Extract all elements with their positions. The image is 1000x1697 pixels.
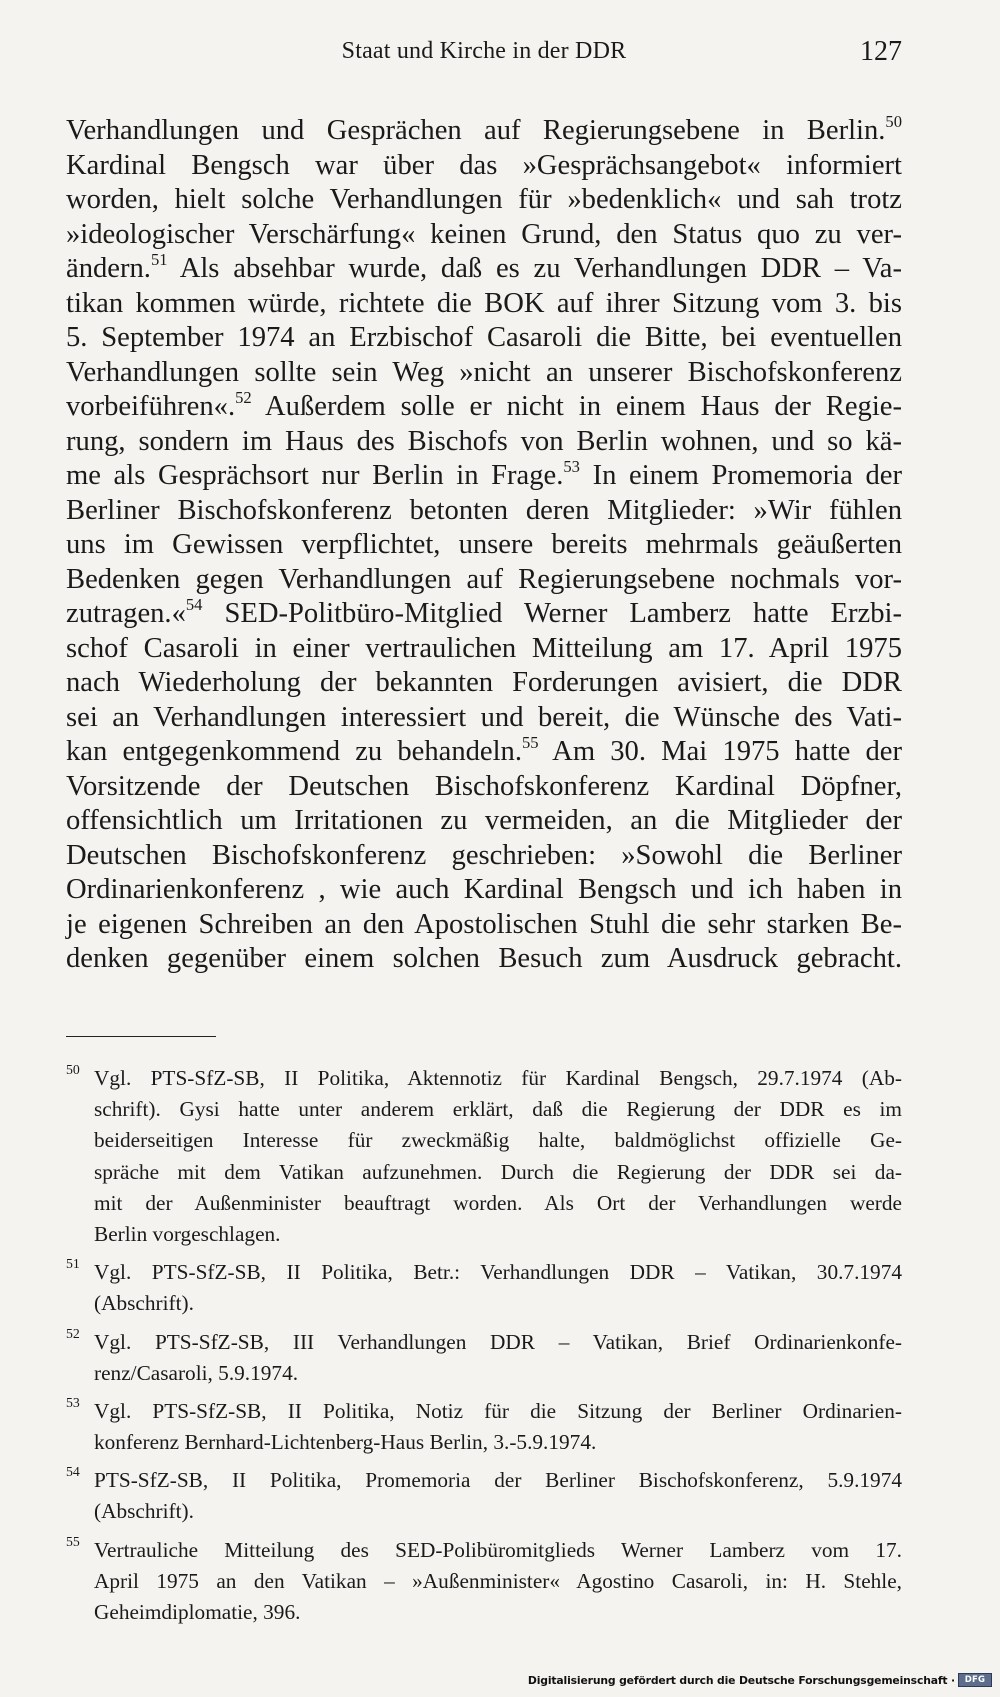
text-line bbox=[66, 459, 902, 494]
digitization-credit bbox=[528, 1671, 992, 1689]
text-line: uns im Gewissen verpflichtet, unsere bereits mehrmals geäußerten bbox=[66, 529, 902, 560]
text-line: 5. September 1974 an Erzbischof Casaroli die Bitte, bei eventuellen bbox=[66, 322, 902, 353]
text-segment: Am 30. Mai 1975 hatte der bbox=[538, 736, 903, 767]
footnote-reference-53: 53 bbox=[563, 457, 580, 477]
footnote-line: mit der Außenminister beauftragt worden. Als Ort der Verhandlungen werde bbox=[94, 1190, 902, 1215]
text-line bbox=[66, 735, 902, 770]
text-line: Kardinal Bengsch war über das »Gesprächsangebot« informiert bbox=[66, 149, 902, 181]
footnote-line: schrift). Gysi hatte unter anderem erklärt, daß die Regierung der DDR es im bbox=[94, 1097, 902, 1122]
text-line: nach Wiederholung der bekannten Forderungen avisiert, die DDR bbox=[66, 667, 902, 698]
text-line: worden, hielt solche Verhandlungen für »bedenklich« und sah trotz bbox=[66, 184, 902, 215]
footnote-reference-52: 52 bbox=[235, 388, 252, 408]
running-title: Staat und Kirche in der DDR bbox=[341, 38, 627, 64]
footnote-line: Vgl. PTS-SfZ-SB, II Politika, Notiz für die Sitzung der Berliner Ordinarien- bbox=[94, 1398, 902, 1423]
main-text bbox=[66, 114, 902, 977]
footnote-53 bbox=[66, 1396, 902, 1458]
footnote-50 bbox=[66, 1063, 902, 1250]
footnote-line: Geheimdiplomatie, 396. bbox=[94, 1600, 301, 1624]
credit-text: Digitalisierung gefördert durch die Deutsche Forschungsgemeinschaft · bbox=[527, 1673, 955, 1687]
text-line bbox=[66, 390, 902, 425]
text-line: Bedenken gegen Verhandlungen auf Regierungsebene nochmals vor- bbox=[66, 563, 902, 595]
page-number: 127 bbox=[860, 36, 902, 67]
footnote-line: Berlin vorgeschlagen. bbox=[94, 1221, 281, 1246]
text-segment: kan entgegenkommend zu behandeln. bbox=[66, 736, 523, 767]
text-segment: ändern. bbox=[66, 253, 151, 284]
text-line: Vorsitzende der Deutschen Bischofskonferenz Kardinal Döpfner, bbox=[66, 770, 902, 802]
footnote-line: konferenz Bernhard-Lichtenberg-Haus Berlin, 3.-5.9.1974. bbox=[94, 1430, 597, 1455]
footnote-line: renz/Casaroli, 5.9.1974. bbox=[94, 1360, 299, 1385]
footnote-line: Vgl. PTS-SfZ-SB, III Verhandlungen DDR – Vatikan, Brief Ordinarienkonfe- bbox=[94, 1329, 902, 1354]
footnote-number: 51 bbox=[66, 1256, 80, 1272]
footnote-line: April 1975 an den Vatikan – »Außenminister« Agostino Casaroli, in: H. Stehle, bbox=[94, 1568, 902, 1593]
text-segment: zutragen.« bbox=[66, 598, 186, 629]
text-line: schof Casaroli in einer vertraulichen Mitteilung am 17. April 1975 bbox=[66, 632, 902, 664]
text-line: Deutschen Bischofskonferenz geschrieben: »Sowohl die Berliner bbox=[66, 839, 902, 871]
footnote-number: 55 bbox=[66, 1533, 80, 1549]
footnote-line: Vgl. PTS-SfZ-SB, II Politika, Aktennotiz für Kardinal Bengsch, 29.7.1974 (Ab- bbox=[94, 1066, 902, 1090]
text-line: Verhandlungen sollte sein Weg »nicht an unserer Bischofskonferenz bbox=[66, 356, 902, 388]
text-line: je eigenen Schreiben an den Apostolischen Stuhl die sehr starken Be- bbox=[66, 908, 902, 940]
text-line bbox=[66, 252, 902, 287]
footnote-separator bbox=[66, 1036, 216, 1037]
text-line: offensichtlich um Irritationen zu vermeiden, an die Mitglieder der bbox=[66, 805, 902, 836]
text-line bbox=[66, 597, 902, 632]
footnote-line: PTS-SfZ-SB, II Politika, Promemoria der Berliner Bischofskonferenz, 5.9.1974 bbox=[94, 1468, 902, 1493]
footnote-line: beiderseitigen Interesse für zweckmäßig halte, baldmöglichst offizielle Ge- bbox=[94, 1128, 902, 1153]
footnote-reference-50: 50 bbox=[885, 112, 902, 132]
footnote-line: Vertrauliche Mitteilung des SED-Polibüromitglieds Werner Lamberz vom 17. bbox=[94, 1537, 902, 1562]
footnote-reference-51: 51 bbox=[150, 250, 168, 270]
text-segment: Verhandlungen und Gesprächen auf Regierungsebene in Berlin. bbox=[66, 115, 886, 146]
text-segment: Außerdem solle er nicht in einem Haus der Regie- bbox=[251, 391, 902, 422]
footnote-line: spräche mit dem Vatikan aufzunehmen. Durch die Regierung der DDR sei da- bbox=[94, 1159, 902, 1184]
text-line bbox=[66, 114, 902, 149]
footnotes bbox=[66, 1063, 902, 1635]
text-line: Berliner Bischofskonferenz betonten deren Mitglieder: »Wir fühlen bbox=[66, 494, 902, 526]
text-line: rung, sondern im Haus des Bischofs von Berlin wohnen, und so kä- bbox=[66, 425, 902, 457]
footnote-number: 53 bbox=[66, 1394, 80, 1410]
footnote-line: (Abschrift). bbox=[94, 1499, 194, 1524]
footnote-54 bbox=[66, 1465, 902, 1527]
footnote-number: 52 bbox=[66, 1325, 80, 1341]
footnote-51 bbox=[66, 1257, 902, 1319]
text-line: »ideologischer Verschärfung« keinen Grund, den Status quo zu ver- bbox=[66, 218, 902, 250]
text-line: sei an Verhandlungen interessiert und bereit, die Wünsche des Vati- bbox=[66, 701, 902, 733]
text-line: denken gegenüber einem solchen Besuch zum Ausdruck gebracht. bbox=[66, 943, 902, 974]
text-segment: SED-Politbüro-Mitglied Werner Lamberz hatte Erzbi- bbox=[202, 598, 902, 629]
text-segment: vorbeiführen«. bbox=[66, 391, 236, 422]
running-header bbox=[66, 36, 902, 76]
text-line: tikan kommen würde, richtete die BOK auf ihrer Sitzung vom 3. bis bbox=[66, 287, 902, 319]
text-segment: me als Gesprächsort nur Berlin in Frage. bbox=[66, 460, 564, 491]
footnote-52 bbox=[66, 1327, 902, 1389]
text-segment: Als absehbar wurde, daß es zu Verhandlungen DDR – Va- bbox=[167, 253, 902, 284]
dfg-logo-icon: DFG bbox=[958, 1673, 992, 1687]
text-segment: In einem Promemoria der bbox=[579, 460, 902, 491]
footnote-reference-55: 55 bbox=[522, 733, 539, 753]
footnote-line: (Abschrift). bbox=[94, 1291, 194, 1316]
footnote-55 bbox=[66, 1535, 902, 1629]
footnote-number: 54 bbox=[66, 1464, 80, 1480]
footnote-line: Vgl. PTS-SfZ-SB, II Politika, Betr.: Verhandlungen DDR – Vatikan, 30.7.1974 bbox=[94, 1260, 902, 1285]
footnote-reference-54: 54 bbox=[185, 595, 203, 615]
footnote-number: 50 bbox=[66, 1062, 80, 1077]
text-line: Ordinarienkonferenz , wie auch Kardinal Bengsch und ich haben in bbox=[66, 874, 902, 905]
